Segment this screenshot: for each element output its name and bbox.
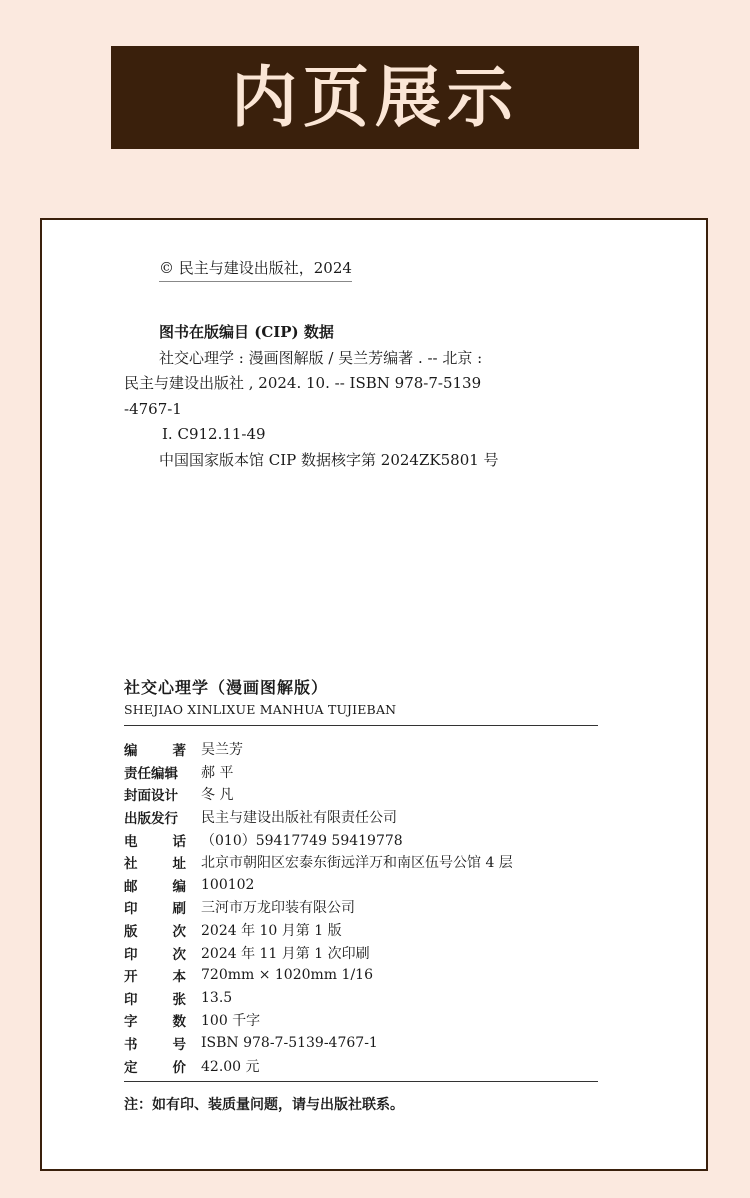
detail-label-text: 编	[172, 878, 186, 895]
cip-line: -4767-1	[124, 399, 182, 418]
detail-row	[124, 783, 598, 806]
cip-heading: 图书在版编目 (CIP) 数据	[159, 323, 334, 341]
detail-row	[124, 987, 598, 1010]
divider	[124, 725, 598, 726]
detail-row	[124, 806, 598, 829]
detail-value: 民主与建设出版社有限责任公司	[201, 810, 397, 827]
detail-row	[124, 919, 598, 942]
detail-value: 100 千字	[201, 1013, 261, 1030]
detail-label	[124, 1056, 186, 1076]
detail-label-text: 著	[172, 743, 186, 760]
detail-value: 100102	[201, 876, 255, 893]
detail-label-text: 次	[172, 946, 186, 963]
cip-line: 民主与建设出版社 , 2024. 10. -- ISBN 978-7-5139	[124, 374, 482, 392]
detail-row	[124, 874, 598, 897]
detail-value: 冬 凡	[201, 787, 234, 804]
detail-label	[124, 807, 186, 827]
detail-label-text: 开	[124, 969, 138, 986]
divider	[124, 1081, 598, 1082]
detail-row	[124, 1009, 598, 1032]
copyright-line: © 民主与建设出版社，2024	[159, 257, 352, 282]
detail-label-text: 价	[172, 1059, 186, 1076]
detail-value: 13.5	[201, 989, 233, 1006]
detail-label-text: 印	[124, 901, 138, 918]
detail-label	[124, 1033, 186, 1053]
detail-label	[124, 897, 186, 917]
detail-row	[124, 896, 598, 919]
detail-value: 郝 平	[201, 764, 234, 781]
detail-value: 北京市朝阳区宏泰东街远洋万和南区伍号公馆 4 层	[201, 855, 513, 872]
cip-line: 中国国家版本馆 CIP 数据核字第 2024ZK5801 号	[159, 450, 499, 469]
detail-label	[124, 852, 186, 872]
detail-value: 2024 年 11 月第 1 次印刷	[201, 945, 370, 962]
detail-label-text: 定	[124, 1059, 138, 1076]
cip-line: 社交心理学 : 漫画图解版 / 吴兰芳编著 . -- 北京 :	[159, 348, 483, 367]
detail-value: 吴兰芳	[201, 742, 243, 759]
detail-value: 三河市万龙印装有限公司	[201, 900, 355, 917]
detail-value: （010）59417749 59419778	[201, 832, 403, 849]
detail-label	[124, 1010, 186, 1030]
detail-label	[124, 830, 186, 850]
detail-label-text: 出版发行	[124, 811, 178, 828]
detail-value: 720mm × 1020mm 1/16	[201, 967, 373, 984]
detail-label-text: 刷	[172, 901, 186, 918]
book-pinyin: SHEJIAO XINLIXUE MANHUA TUJIEBAN	[124, 702, 397, 717]
detail-label-text: 印	[124, 946, 138, 963]
detail-label-text: 本	[172, 969, 186, 986]
detail-label-text: 印	[124, 991, 138, 1008]
cip-block	[124, 320, 644, 473]
detail-label-text: 编	[124, 743, 138, 760]
book-title: 社交心理学（漫画图解版）	[124, 678, 329, 697]
detail-value: 2024 年 10 月第 1 版	[201, 923, 342, 940]
detail-label	[124, 988, 186, 1008]
detail-label-text: 邮	[124, 878, 138, 895]
detail-label-text: 责任编辑	[124, 765, 178, 782]
detail-label	[124, 875, 186, 895]
detail-label	[124, 920, 186, 940]
cip-line: Ⅰ. C912.11-49	[162, 425, 266, 443]
detail-label-text: 封面设计	[124, 788, 178, 805]
detail-row	[124, 941, 598, 964]
copyright-page	[40, 218, 708, 1171]
header-banner	[111, 46, 639, 149]
detail-label-text: 话	[172, 833, 186, 850]
detail-label-text: 数	[172, 1014, 186, 1031]
quality-note: 注：如有印、装质量问题，请与出版社联系。	[124, 1097, 404, 1113]
detail-row	[124, 738, 598, 761]
detail-row	[124, 964, 598, 987]
detail-row	[124, 1032, 598, 1055]
detail-row	[124, 828, 598, 851]
banner-title: 内页展示	[231, 58, 519, 136]
detail-label	[124, 784, 186, 804]
detail-label-text: 号	[172, 1037, 186, 1054]
detail-label-text: 字	[124, 1014, 138, 1031]
detail-row	[124, 851, 598, 874]
detail-label	[124, 762, 186, 782]
publication-details	[124, 738, 598, 1077]
detail-row	[124, 761, 598, 784]
detail-label-text: 书	[124, 1037, 138, 1054]
detail-label-text: 电	[124, 833, 138, 850]
detail-label	[124, 943, 186, 963]
detail-label-text: 次	[172, 924, 186, 941]
detail-row	[124, 1054, 598, 1077]
detail-label	[124, 739, 186, 759]
detail-value: 42.00 元	[201, 1058, 260, 1075]
detail-label	[124, 965, 186, 985]
detail-label-text: 社	[124, 856, 138, 873]
detail-label-text: 张	[172, 991, 186, 1008]
detail-label-text: 版	[124, 924, 138, 941]
detail-value: ISBN 978-7-5139-4767-1	[201, 1035, 378, 1052]
detail-label-text: 址	[172, 856, 186, 873]
